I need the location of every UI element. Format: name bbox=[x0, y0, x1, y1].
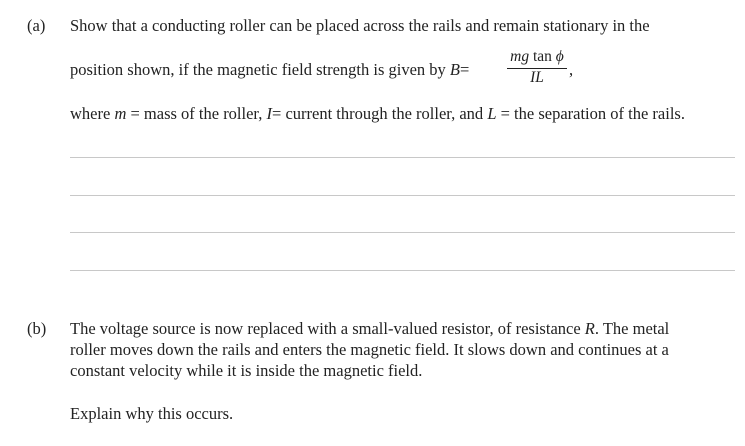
fraction-numerator: mg tan ϕ bbox=[510, 48, 564, 65]
fraction-comma: , bbox=[569, 60, 574, 79]
equals-sign: = bbox=[460, 60, 470, 79]
answer-line[interactable] bbox=[70, 270, 735, 271]
part-b-line-2: roller moves down the rails and enters the magnetic field. It slows down and continues at a bbox=[70, 340, 669, 359]
answer-line[interactable] bbox=[70, 157, 735, 158]
part-a-line-2 bbox=[70, 60, 469, 80]
b-symbol: B bbox=[449, 60, 460, 79]
fraction-denominator: IL bbox=[530, 69, 544, 86]
part-b-line-3: constant velocity while it is inside the magnetic field. bbox=[70, 361, 423, 380]
part-b-label: (b) bbox=[27, 319, 47, 338]
part-b-line-1: The voltage source is now replaced with a small-valued resistor, of resistance R. The metal bbox=[70, 319, 670, 338]
part-b-prompt: Explain why this occurs. bbox=[70, 404, 234, 423]
part-a-line-1: Show that a conducting roller can be placed across the rails and remain stationary in the bbox=[70, 16, 650, 35]
part-a-line-3: where m = mass of the roller, I= current through the roller, and L = the separation of the rails. bbox=[70, 104, 685, 123]
answer-line[interactable] bbox=[70, 195, 735, 196]
part-a-line-2-text: position shown, if the magnetic field strength is given by bbox=[70, 60, 446, 79]
answer-line[interactable] bbox=[70, 232, 735, 233]
part-a-label: (a) bbox=[27, 16, 46, 35]
